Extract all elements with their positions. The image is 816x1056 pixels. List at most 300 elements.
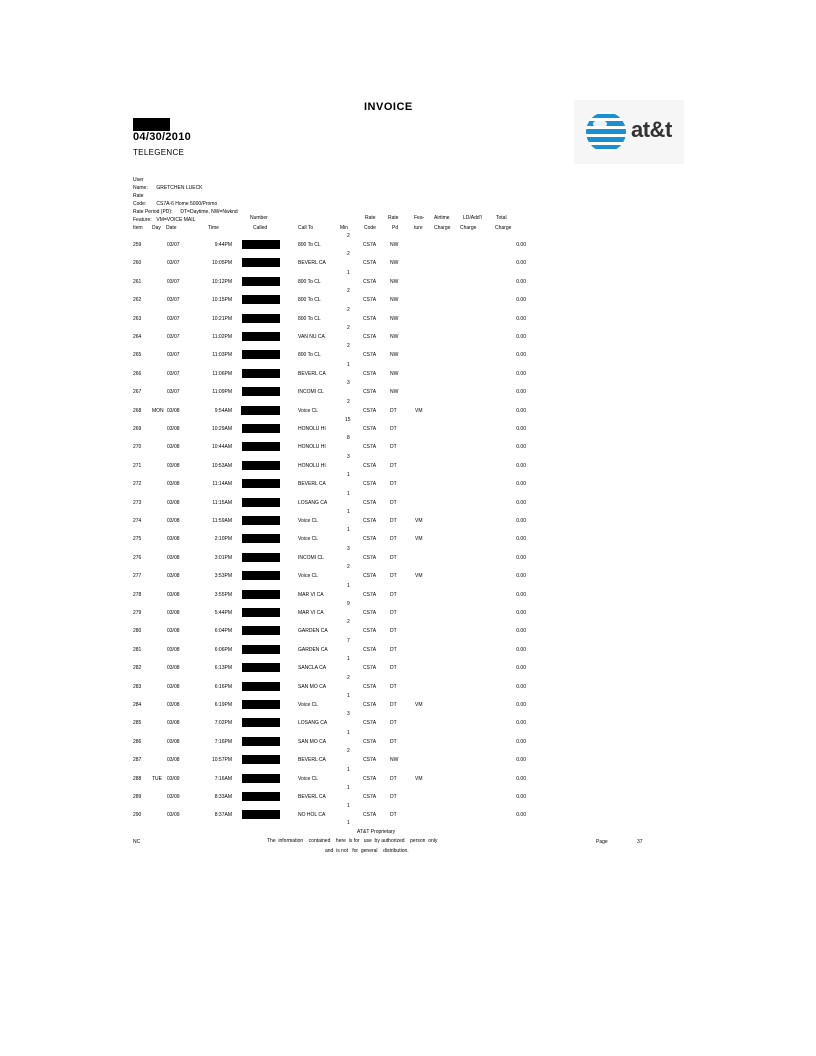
header-code: Code <box>364 225 376 231</box>
cell-feature: VM <box>415 702 423 708</box>
redacted-number-called <box>242 534 280 543</box>
cell-time: 8:37AM <box>214 812 232 819</box>
cell-total: 0.00 <box>516 518 526 524</box>
cell-pd: NW <box>390 757 399 764</box>
cell-code: CS7A <box>363 702 377 708</box>
cell-code: CS7A <box>363 683 377 690</box>
cell-total: 0.00 <box>516 536 526 543</box>
cell-pd: DT <box>390 720 397 727</box>
cell-time: 9:54AM <box>214 407 232 414</box>
cell-minutes: 2 <box>347 233 350 239</box>
cell-call-to: HONOLU HI <box>298 462 326 469</box>
cell-item: 290 <box>133 812 142 819</box>
cell-item: 271 <box>133 462 142 469</box>
redacted-number-called <box>242 461 280 470</box>
cell-pd: DT <box>390 775 397 782</box>
redacted-number-called <box>242 240 280 249</box>
cell-time: 11:59AM <box>212 518 232 524</box>
cell-minutes: 1 <box>347 803 350 810</box>
cell-item: 276 <box>133 554 142 561</box>
cell-total: 0.00 <box>516 794 526 800</box>
cell-time: 10:21PM <box>211 315 232 322</box>
redacted-number-called <box>242 258 280 267</box>
redacted-number-called <box>242 737 280 746</box>
cell-call-to: NO HOL CA <box>298 812 326 819</box>
cell-call-to: HONOLU HI <box>298 444 326 451</box>
cell-minutes: 1 <box>347 269 350 276</box>
cell-minutes: 3 <box>347 545 350 552</box>
cell-code: CS7A <box>363 720 377 727</box>
cell-call-to: 800 To CL <box>298 278 321 285</box>
cell-minutes: 1 <box>347 766 350 773</box>
cell-time: 10:05PM <box>211 260 232 267</box>
info-value: CS7A-6 Home 5000/Promo <box>156 201 218 207</box>
cell-call-to: GARDEN CA <box>298 646 328 653</box>
header-min: Min <box>340 225 349 231</box>
cell-item: 270 <box>133 444 142 451</box>
cell-call-to: 800 To CL <box>298 297 321 304</box>
cell-item: 282 <box>133 665 142 672</box>
cell-pd: DT <box>390 554 397 561</box>
cell-minutes: 7 <box>347 637 350 644</box>
cell-minutes: 15 <box>345 417 351 423</box>
header-date: Date <box>166 225 177 231</box>
cell-code: CS7A <box>363 812 377 819</box>
footer-left-code: NC <box>133 839 141 845</box>
header-airtime-charge: Charge <box>434 225 451 231</box>
header-airtime-top: Airtime <box>434 215 450 221</box>
cell-total: 0.00 <box>516 315 526 322</box>
cell-date: 03/08 <box>167 738 180 745</box>
cell-item: 268 <box>133 407 142 414</box>
cell-item: 288 <box>133 775 142 782</box>
header-ture: ture <box>414 225 423 231</box>
cell-pd: NW <box>390 242 399 248</box>
cell-date: 03/07 <box>167 334 180 340</box>
cell-date: 03/08 <box>167 610 180 616</box>
cell-item: 266 <box>133 370 142 377</box>
redacted-number-called <box>242 387 280 396</box>
cell-minutes: 1 <box>347 361 350 368</box>
cell-time: 11:02PM <box>212 334 232 340</box>
cell-minutes: 1 <box>347 490 350 497</box>
cell-call-to: SAN MO CA <box>298 683 327 690</box>
redacted-number-called <box>242 571 280 580</box>
cell-time: 5:44PM <box>214 610 232 616</box>
cell-day: MON <box>152 407 164 414</box>
cell-minutes: 2 <box>347 748 350 755</box>
cell-pd: DT <box>390 794 397 800</box>
cell-call-to: VAN NU CA <box>298 334 325 340</box>
cell-date: 03/08 <box>167 573 180 580</box>
cell-minutes: 3 <box>347 380 350 387</box>
feature-line <box>133 216 238 224</box>
cell-minutes: 1 <box>347 785 350 791</box>
cell-code: CS7A <box>363 628 377 635</box>
redacted-number-called <box>242 792 280 801</box>
cell-date: 03/09 <box>167 812 180 819</box>
cell-date: 03/08 <box>167 536 180 543</box>
cell-code: CS7A <box>363 278 377 285</box>
cell-item: 263 <box>133 315 142 322</box>
cell-item: 287 <box>133 757 142 764</box>
cell-time: 3:55PM <box>214 591 232 598</box>
cell-call-to: 800 To CL <box>298 352 321 359</box>
cell-date: 03/08 <box>167 646 180 653</box>
redacted-number-called <box>242 332 280 341</box>
rate-period-line <box>133 208 238 216</box>
redacted-number-called <box>242 626 280 635</box>
cell-code: CS7A <box>363 573 377 580</box>
cell-total: 0.00 <box>516 683 526 690</box>
cell-total: 0.00 <box>516 665 526 672</box>
cell-date: 03/07 <box>167 389 180 396</box>
cell-date: 03/08 <box>167 757 180 764</box>
cell-time: 6:04PM <box>214 628 232 635</box>
cell-total: 0.00 <box>516 738 526 745</box>
cell-pd: DT <box>390 702 397 708</box>
redacted-number-called <box>242 645 280 654</box>
cell-feature: VM <box>415 573 423 580</box>
cell-code: CS7A <box>363 444 377 451</box>
info-label: Rate Code: <box>133 193 147 207</box>
cell-call-to: BEVERL CA <box>298 481 326 488</box>
cell-date: 03/08 <box>167 683 180 690</box>
cell-minutes: 1 <box>347 729 350 736</box>
cell-minutes: 2 <box>347 288 350 295</box>
cell-total: 0.00 <box>516 352 526 359</box>
info-value: VM=VOICE MAIL <box>156 217 196 223</box>
invoice-title: INVOICE <box>364 101 413 113</box>
cell-minutes: 1 <box>347 693 350 699</box>
redacted-number-called <box>242 608 280 617</box>
cell-pd: DT <box>390 573 397 580</box>
redacted-block <box>133 118 170 131</box>
cell-feature: VM <box>415 518 423 524</box>
cell-pd: DT <box>390 610 397 616</box>
cell-time: 8:33AM <box>214 794 232 800</box>
att-logo <box>574 100 684 164</box>
cell-code: CS7A <box>363 242 377 248</box>
cell-code: CS7A <box>363 610 377 616</box>
cell-code: CS7A <box>363 591 377 598</box>
cell-item: 284 <box>133 702 142 708</box>
cell-date: 03/08 <box>167 720 180 727</box>
cell-pd: DT <box>390 426 397 432</box>
cell-call-to: MAR VI CA <box>298 591 324 598</box>
redacted-number-called <box>242 718 280 727</box>
cell-item: 274 <box>133 518 142 524</box>
cell-feature: VM <box>415 775 423 782</box>
cell-total: 0.00 <box>516 462 526 469</box>
header-ld-top: LD/Add'l <box>463 215 482 221</box>
cell-code: CS7A <box>363 775 377 782</box>
cell-item: 262 <box>133 297 142 304</box>
cell-total: 0.00 <box>516 389 526 396</box>
cell-item: 285 <box>133 720 142 727</box>
cell-time: 10:15PM <box>211 297 232 304</box>
invoice-date: 04/30/2010 <box>133 131 192 143</box>
cell-code: CS7A <box>363 518 377 524</box>
cell-date: 03/08 <box>167 518 180 524</box>
cell-minutes: 1 <box>347 656 350 663</box>
cell-pd: DT <box>390 683 397 690</box>
redacted-number-called <box>242 498 280 507</box>
cell-total: 0.00 <box>516 646 526 653</box>
cell-call-to: Voice CL <box>298 573 319 580</box>
cell-date: 03/08 <box>167 426 180 432</box>
cell-total: 0.00 <box>516 334 526 340</box>
cell-total: 0.00 <box>516 444 526 451</box>
cell-call-to: INCOMI CL <box>298 554 324 561</box>
cell-pd: DT <box>390 462 397 469</box>
cell-time: 3:53PM <box>214 573 232 580</box>
cell-feature: VM <box>415 536 423 543</box>
cell-time: 6:06PM <box>214 646 232 653</box>
cell-pd: NW <box>390 297 399 304</box>
redacted-number-called <box>241 406 280 415</box>
cell-total: 0.00 <box>516 297 526 304</box>
cell-call-to: SAN MO CA <box>298 738 327 745</box>
cell-total: 0.00 <box>516 591 526 598</box>
cell-total: 0.00 <box>516 720 526 727</box>
cell-item: 278 <box>133 591 142 598</box>
trailing-minutes: 1 <box>347 820 350 826</box>
cell-code: CS7A <box>363 407 377 414</box>
cell-code: CS7A <box>363 481 377 488</box>
redacted-number-called <box>242 479 280 488</box>
cell-pd: DT <box>390 812 397 819</box>
user-name-line <box>133 176 238 192</box>
cell-total: 0.00 <box>516 260 526 267</box>
cell-item: 277 <box>133 573 142 580</box>
cell-minutes: 1 <box>347 509 350 515</box>
cell-call-to: Voice CL <box>298 536 319 543</box>
cell-minutes: 1 <box>347 472 350 479</box>
cell-total: 0.00 <box>516 573 526 580</box>
cell-minutes: 8 <box>347 435 350 442</box>
rate-code-line <box>133 192 238 208</box>
redacted-number-called <box>242 442 280 451</box>
cell-code: CS7A <box>363 352 377 359</box>
header-number: Number <box>250 215 268 221</box>
cell-minutes: 1 <box>347 527 350 534</box>
cell-date: 03/08 <box>167 407 180 414</box>
cell-date: 03/07 <box>167 278 180 285</box>
cell-call-to: 800 To CL <box>298 242 321 248</box>
cell-date: 03/07 <box>167 315 180 322</box>
cell-pd: NW <box>390 260 399 267</box>
cell-pd: DT <box>390 591 397 598</box>
cell-total: 0.00 <box>516 554 526 561</box>
cell-call-to: BEVERL CA <box>298 794 326 800</box>
cell-minutes: 2 <box>347 398 350 405</box>
redacted-number-called <box>242 810 280 819</box>
cell-feature: VM <box>415 407 423 414</box>
cell-pd: NW <box>390 389 399 396</box>
cell-time: 3:01PM <box>214 554 232 561</box>
cell-code: CS7A <box>363 389 377 396</box>
cell-date: 03/07 <box>167 260 180 267</box>
cell-total: 0.00 <box>516 481 526 488</box>
cell-call-to: GARDEN CA <box>298 628 328 635</box>
cell-call-to: INCOMI CL <box>298 389 324 396</box>
cell-code: CS7A <box>363 315 377 322</box>
cell-total: 0.00 <box>516 775 526 782</box>
user-info <box>133 176 238 224</box>
cell-code: CS7A <box>363 426 377 432</box>
cell-code: CS7A <box>363 738 377 745</box>
cell-date: 03/07 <box>167 370 180 377</box>
cell-minutes: 2 <box>347 343 350 350</box>
redacted-number-called <box>242 516 280 525</box>
redacted-number-called <box>242 369 280 378</box>
cell-time: 6:13PM <box>214 665 232 672</box>
cell-minutes: 2 <box>347 306 350 313</box>
page-number: 37 <box>637 839 643 845</box>
cell-item: 289 <box>133 794 142 800</box>
header-fea-top: Fea- <box>414 215 425 221</box>
cell-time: 10:29AM <box>211 426 232 432</box>
redacted-number-called <box>242 663 280 672</box>
cell-item: 264 <box>133 334 142 340</box>
cell-call-to: LOSANG CA <box>298 720 328 727</box>
redacted-number-called <box>242 295 280 304</box>
logo-wordmark: at&t <box>631 117 672 142</box>
cell-call-to: Voice CL <box>298 702 319 708</box>
cell-time: 10:44AM <box>211 444 232 451</box>
cell-pd: NW <box>390 370 399 377</box>
cell-call-to: Voice CL <box>298 518 319 524</box>
header-total-charge: Charge <box>495 225 512 231</box>
cell-item: 286 <box>133 738 142 745</box>
cell-date: 03/08 <box>167 554 180 561</box>
cell-code: CS7A <box>363 794 377 800</box>
cell-pd: NW <box>390 352 399 359</box>
cell-call-to: BEVERL CA <box>298 757 326 764</box>
cell-code: CS7A <box>363 462 377 469</box>
cell-minutes: 1 <box>347 582 350 589</box>
cell-time: 7:02PM <box>214 720 232 727</box>
header-time: Time <box>208 225 219 231</box>
cell-code: CS7A <box>363 554 377 561</box>
cell-time: 2:10PM <box>214 536 232 543</box>
redacted-number-called <box>242 314 280 323</box>
header-ld-charge: Charge <box>460 225 477 231</box>
cell-total: 0.00 <box>516 278 526 285</box>
cell-pd: DT <box>390 738 397 745</box>
globe-icon <box>584 110 628 154</box>
cell-total: 0.00 <box>516 407 526 414</box>
cell-call-to: MAR VI CA <box>298 610 324 616</box>
cell-item: 259 <box>133 242 142 248</box>
cell-item: 260 <box>133 260 142 267</box>
cell-call-to: Voice CL <box>298 775 319 782</box>
cell-total: 0.00 <box>516 757 526 764</box>
redacted-number-called <box>242 700 280 709</box>
cell-date: 03/09 <box>167 775 180 782</box>
cell-minutes: 3 <box>347 453 350 460</box>
header-item: Item <box>133 225 143 231</box>
cell-minutes: 2 <box>347 564 350 571</box>
cell-time: 7:16AM <box>214 775 232 782</box>
cell-total: 0.00 <box>516 610 526 616</box>
header-rate-top: Rate <box>365 215 376 221</box>
cell-date: 03/08 <box>167 481 180 488</box>
cell-date: 03/08 <box>167 702 180 708</box>
cell-pd: DT <box>390 518 397 524</box>
cell-code: CS7A <box>363 665 377 672</box>
cell-date: 03/08 <box>167 444 180 451</box>
cell-item: 275 <box>133 536 142 543</box>
cell-code: CS7A <box>363 260 377 267</box>
cell-item: 265 <box>133 352 142 359</box>
cell-date: 03/08 <box>167 591 180 598</box>
redacted-number-called <box>242 590 280 599</box>
cell-time: 7:16PM <box>214 738 232 745</box>
header-call-to: Call To <box>298 225 314 231</box>
cell-date: 03/08 <box>167 462 180 469</box>
cell-minutes: 9 <box>347 601 350 607</box>
cell-time: 11:15AM <box>212 499 232 506</box>
cell-pd: DT <box>390 628 397 635</box>
cell-code: CS7A <box>363 499 377 506</box>
footer-notice-line2: and is not for general distribution. <box>325 848 409 854</box>
redacted-number-called <box>242 350 280 359</box>
cell-pd: DT <box>390 536 397 543</box>
cell-time: 11:09PM <box>212 389 232 396</box>
cell-code: CS7A <box>363 297 377 304</box>
cell-time: 11:14AM <box>212 481 232 488</box>
cell-call-to: HONOLU HI <box>298 426 326 432</box>
cell-minutes: 2 <box>347 251 350 258</box>
cell-call-to: BEVERL CA <box>298 370 326 377</box>
cell-pd: DT <box>390 646 397 653</box>
cell-item: 280 <box>133 628 142 635</box>
redacted-number-called <box>242 774 280 783</box>
cell-pd: NW <box>390 334 399 340</box>
cell-time: 11:03PM <box>212 352 232 359</box>
cell-call-to: SANCLA CA <box>298 665 327 672</box>
footer-notice-line1: The information contained here is for use by authorized person only <box>267 838 438 844</box>
company-name: TELEGENCE <box>133 148 185 157</box>
info-label: User Name: <box>133 177 148 191</box>
cell-call-to: 800 To CL <box>298 315 321 322</box>
cell-total: 0.00 <box>516 702 526 708</box>
info-value: DT=Daytime, NW=Nwknd <box>180 209 238 215</box>
cell-total: 0.00 <box>516 499 526 506</box>
header-rate2-top: Rate <box>388 215 399 221</box>
cell-total: 0.00 <box>516 812 526 819</box>
cell-pd: NW <box>390 278 399 285</box>
cell-pd: DT <box>390 499 397 506</box>
cell-date: 03/07 <box>167 352 180 359</box>
cell-call-to: LOSANG CA <box>298 499 328 506</box>
redacted-number-called <box>242 755 280 764</box>
header-pd: Pd <box>392 225 399 231</box>
cell-total: 0.00 <box>516 370 526 377</box>
info-label: Feature: <box>133 217 152 223</box>
cell-code: CS7A <box>363 536 377 543</box>
cell-pd: NW <box>390 315 399 322</box>
cell-item: 269 <box>133 426 142 432</box>
cell-time: 9:44PM <box>214 242 232 248</box>
cell-total: 0.00 <box>516 628 526 635</box>
redacted-number-called <box>242 682 280 691</box>
cell-time: 6:16PM <box>214 683 232 690</box>
cell-pd: DT <box>390 444 397 451</box>
cell-time: 10:53AM <box>211 462 232 469</box>
